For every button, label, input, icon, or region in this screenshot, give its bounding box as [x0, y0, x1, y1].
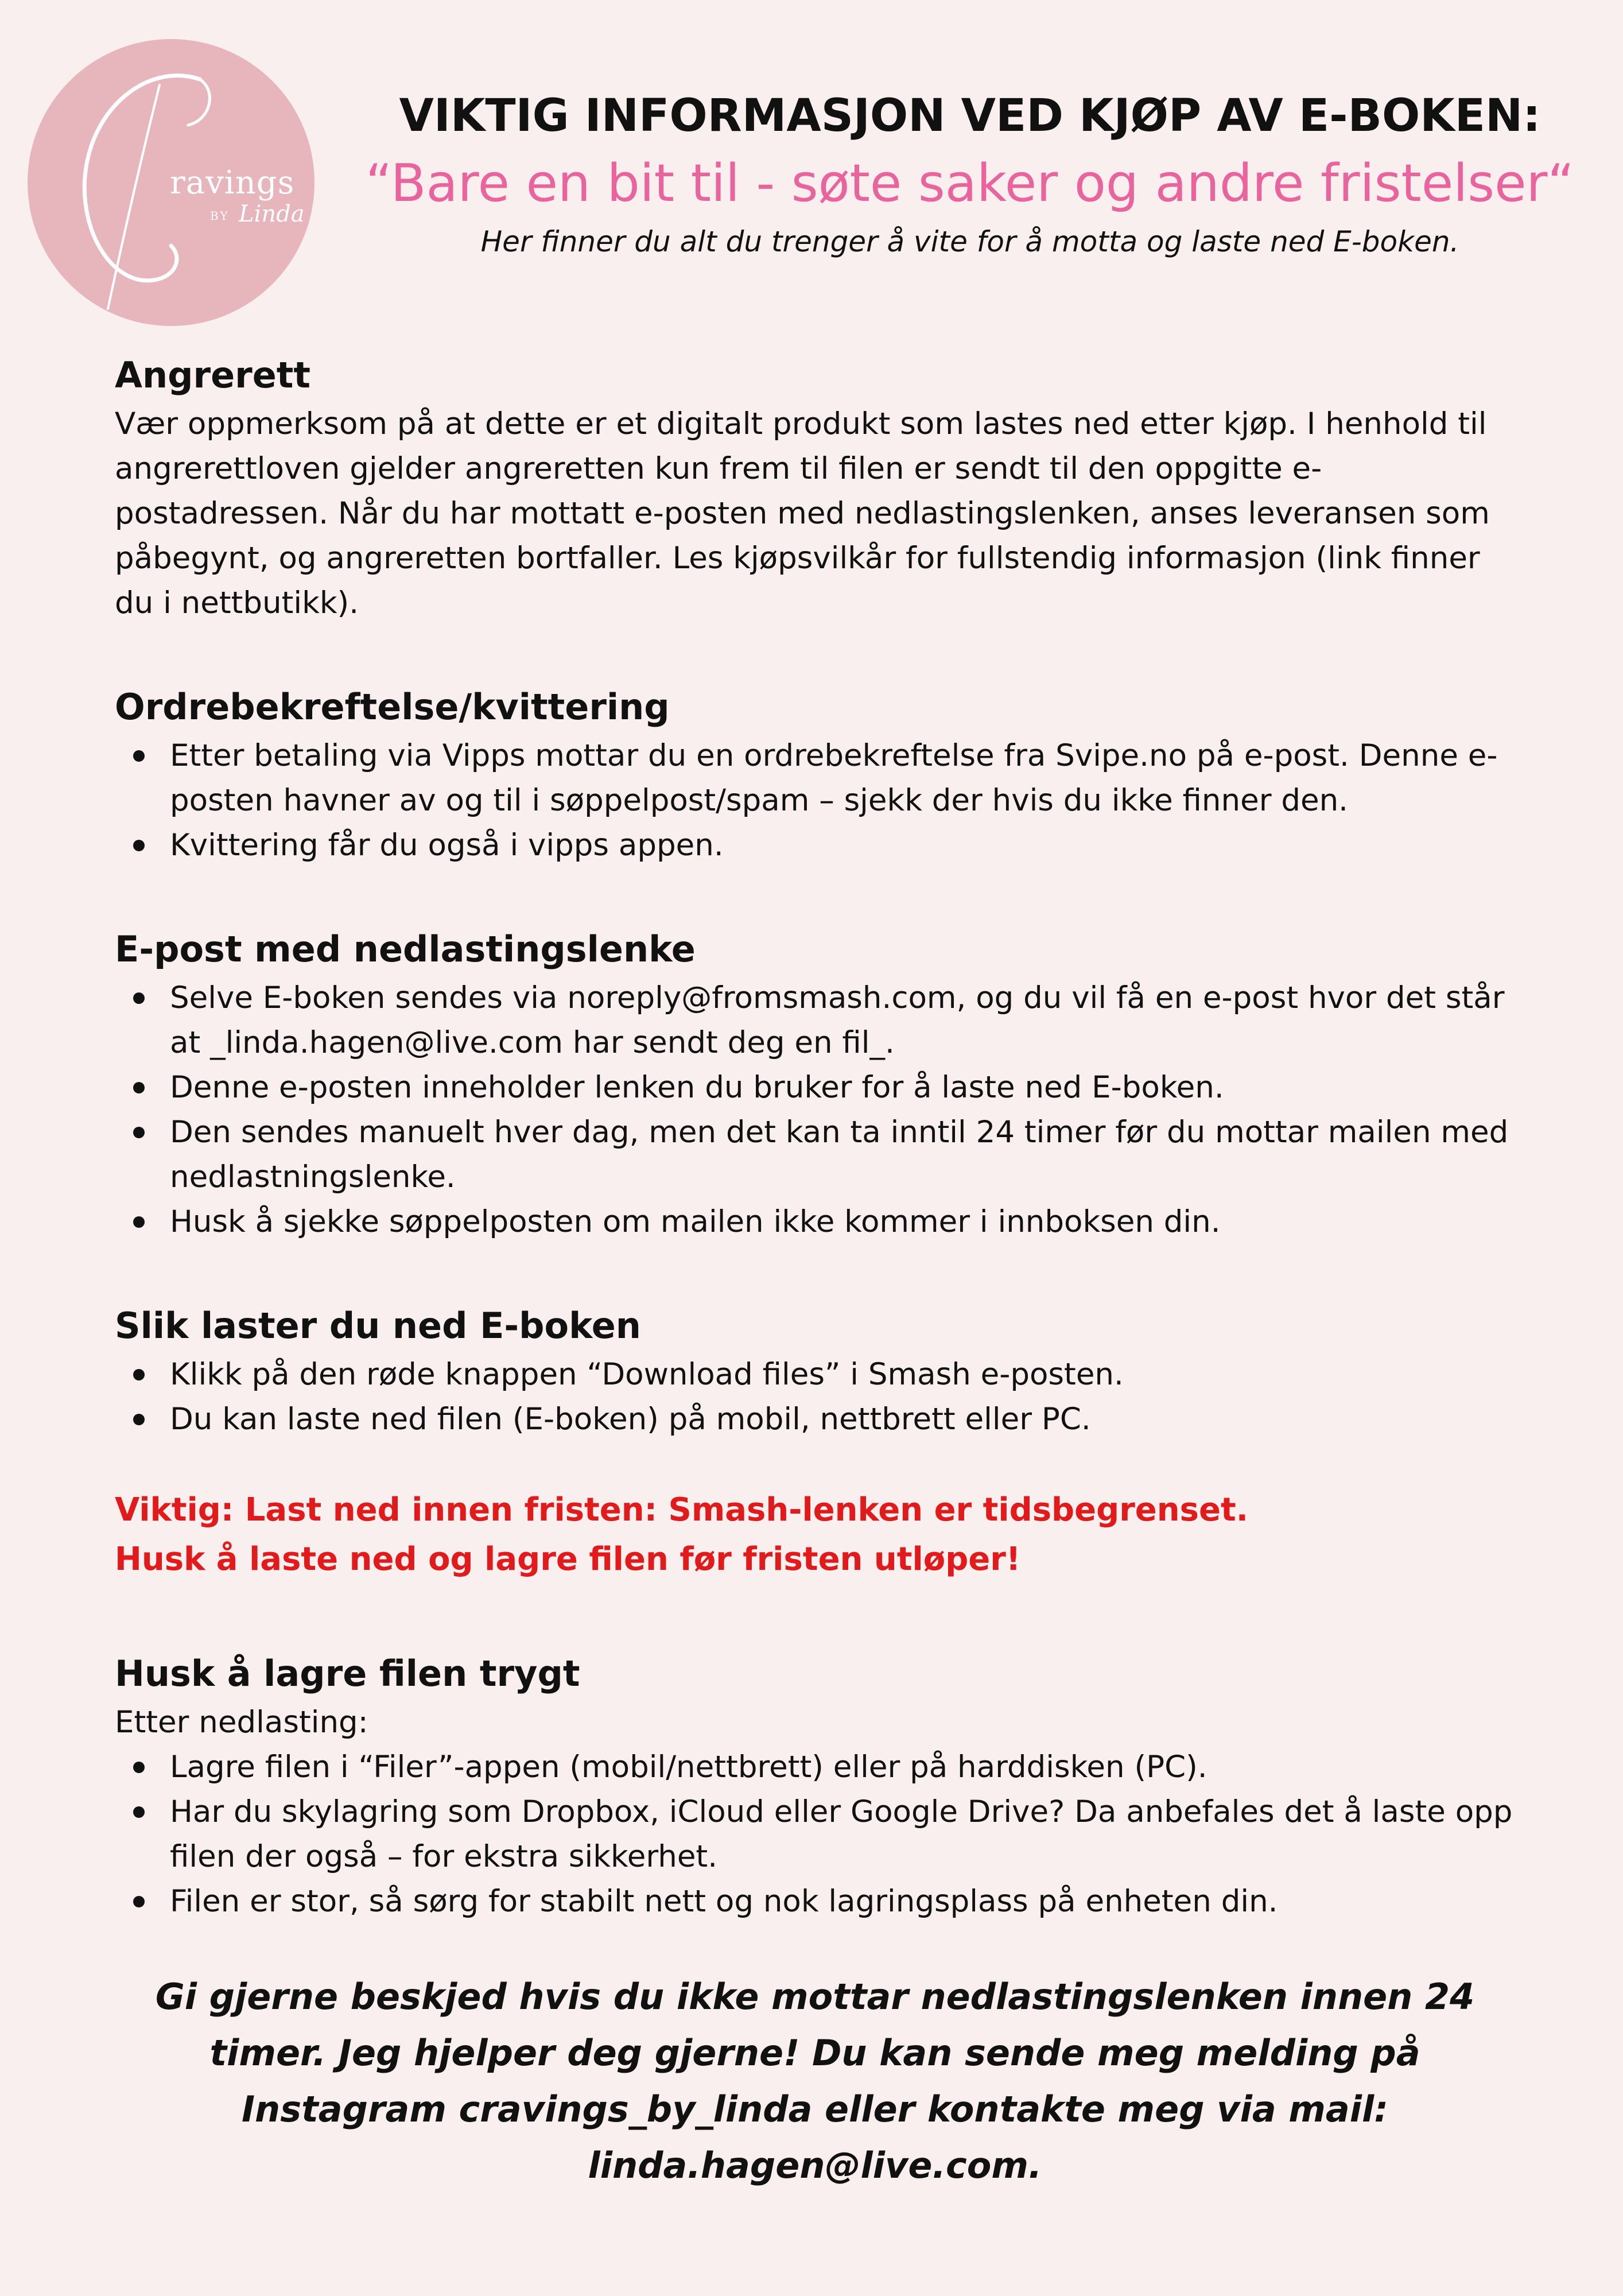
- section-slik-laster: [115, 1300, 1521, 1442]
- bullet-icon: [133, 1216, 145, 1228]
- list-item-text: Etter betaling via Vipps mottar du en ordrebekreftelse fra Svipe.no på e-post. Denne e-posten havner av og til i søppelpost/spam – sjekk der hvis du ikke finner den.: [170, 738, 1498, 818]
- list-item-text: Selve E-boken sendes via noreply@fromsmash.com, og du vil få en e-post hvor det står at _linda.hagen@live.com har sendt deg en fil_.: [170, 980, 1505, 1060]
- deadline-warning: [115, 1486, 1521, 1584]
- list-item: [115, 1879, 1521, 1924]
- section-lagre: [115, 1647, 1521, 1924]
- section-heading: Husk å lagre filen trygt: [115, 1653, 580, 1694]
- bullet-icon: [133, 1127, 145, 1138]
- section-heading: E-post med nedlastingslenke: [115, 928, 696, 970]
- logo-name: Linda: [239, 201, 305, 227]
- section-epost: [115, 923, 1521, 1244]
- bullet-icon: [133, 1082, 145, 1093]
- list-item: [115, 1745, 1521, 1790]
- list-item: [115, 976, 1521, 1065]
- section-intro: Etter nedlasting:: [115, 1705, 368, 1740]
- bullet-icon: [133, 1414, 145, 1425]
- bullet-list: [115, 1745, 1521, 1924]
- bullet-icon: [133, 750, 145, 762]
- logo-word: ravings: [170, 164, 295, 201]
- list-item-text: Lagre filen i “Filer”-appen (mobil/nettbrett) eller på harddisken (PC).: [170, 1750, 1207, 1785]
- bullet-icon: [133, 840, 145, 851]
- bullet-list: [115, 976, 1521, 1244]
- list-item-text: Klikk på den røde knappen “Download files” i Smash e-posten.: [170, 1357, 1124, 1392]
- main-content: [115, 349, 1521, 1979]
- bullet-icon: [133, 1762, 145, 1773]
- bullet-icon: [133, 1369, 145, 1380]
- list-item-text: Den sendes manuelt hver dag, men det kan ta inntil 24 timer før du mottar mailen med nedlastningslenke.: [170, 1115, 1509, 1194]
- list-item-text: Har du skylagring som Dropbox, iCloud eller Google Drive? Da anbefales det å laste opp filen der også – for ekstra sikkerhet.: [170, 1794, 1513, 1874]
- contact-footer: Gi gjerne beskjed hvis du ikke mottar nedlastingslenken innen 24 timer. Jeg hjelper deg gjerne! Du kan sende meg melding på Instagram cravings_by_linda eller kontakte meg via mail: linda.hagen@live.com.: [155, 1976, 1475, 2186]
- section-heading: Angrerett: [115, 354, 311, 396]
- list-item: [115, 1110, 1521, 1200]
- list-item: [115, 734, 1521, 823]
- list-item: [115, 1790, 1521, 1879]
- list-item-text: Filen er stor, så sørg for stabilt nett og nok lagringsplass på enheten din.: [170, 1884, 1278, 1919]
- section-heading: Slik laster du ned E-boken: [115, 1305, 641, 1347]
- bullet-icon: [133, 1896, 145, 1907]
- intro-text: Her finner du alt du trenger å vite for å motta og laste ned E-boken.: [480, 225, 1459, 258]
- bullet-list: [115, 734, 1521, 868]
- list-item: [115, 1397, 1521, 1442]
- list-item-text: Kvittering får du også i vipps appen.: [170, 828, 724, 863]
- warning-line-2: Husk å laste ned og lagre filen før fristen utløper!: [115, 1541, 1021, 1578]
- list-item-text: Du kan laste ned filen (E-boken) på mobil, nettbrett eller PC.: [170, 1402, 1091, 1437]
- list-item: [115, 1200, 1521, 1244]
- bullet-list: [115, 1352, 1521, 1442]
- bullet-icon: [133, 992, 145, 1004]
- book-title: “Bare en bit til - søte saker og andre fristelser“: [365, 153, 1575, 214]
- brand-logo: [28, 39, 314, 326]
- list-item-text: Denne e-posten inneholder lenken du bruker for å laste ned E-boken.: [170, 1070, 1224, 1105]
- section-body: Vær oppmerksom på at dette er et digitalt produkt som lastes ned etter kjøp. I henhold til angrerettloven gjelder angreretten kun frem til filen er sendt til den oppgitte e-postadressen. Når du har mottatt e-posten med nedlastingslenken, anses leveransen som påbegynt, og angreretten bortfaller. Les kjøpsvilkår for fullstendig informasjon (link finner du i nettbutikk).: [115, 406, 1490, 620]
- section-ordrebekreftelse: [115, 681, 1521, 868]
- page-title: VIKTIG INFORMASJON VED KJØP AV E-BOKEN:: [399, 90, 1541, 142]
- list-item-text: Husk å sjekke søppelposten om mailen ikke kommer i innboksen din.: [170, 1204, 1221, 1239]
- list-item: [115, 823, 1521, 868]
- section-angrerett: [115, 349, 1521, 626]
- list-item: [115, 1065, 1521, 1110]
- list-item: [115, 1352, 1521, 1397]
- section-heading: Ordrebekreftelse/kvittering: [115, 686, 670, 728]
- bullet-icon: [133, 1806, 145, 1818]
- logo-by: BY: [210, 209, 230, 223]
- warning-line-1: Viktig: Last ned innen fristen: Smash-lenken er tidsbegrenset.: [115, 1491, 1249, 1529]
